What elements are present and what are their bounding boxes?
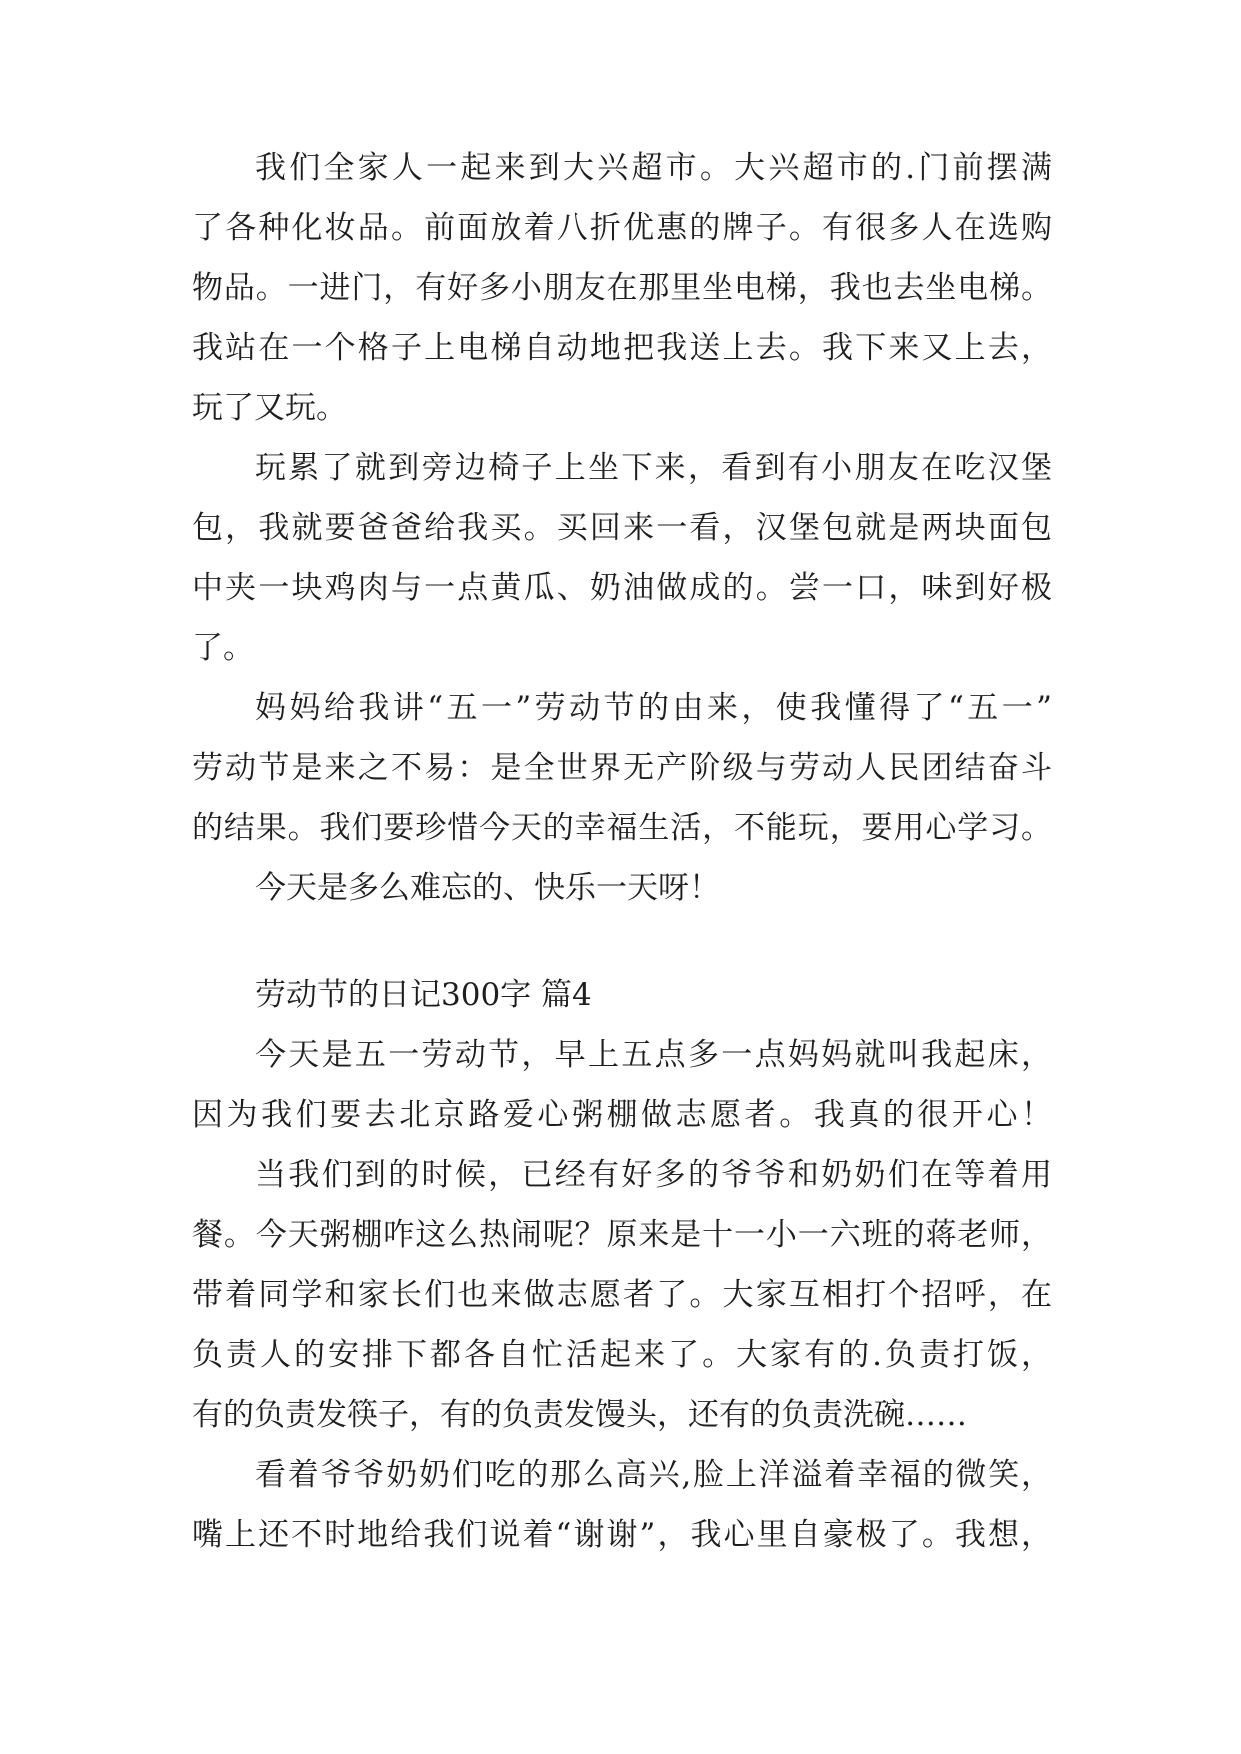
text-line: 带着同学和家长们也来做志愿者了。大家互相打个招呼，在 [192,1277,1055,1313]
text-line: 我们全家人一起来到大兴超市。大兴超市的.门前摆满 [255,150,1056,186]
text-line: 餐。今天粥棚咋这么热闹呢？原来是十一小一六班的蒋老师， [192,1217,1053,1253]
text-line: 看着爷爷奶奶们吃的那么高兴,脸上洋溢着幸福的微笑， [255,1457,1054,1493]
text-line: 玩了又玩。 [192,390,347,426]
text-line: 劳动节是来之不易：是全世界无产阶级与劳动人民团结奋斗 [192,750,1055,786]
text-line: 中夹一块鸡肉与一点黄瓜、奶油做成的。尝一口，味到好极 [192,570,1055,606]
text-line: 的结果。我们要珍惜今天的幸福生活，不能玩，要用心学习。 [192,810,1053,846]
section-heading: 劳动节的日记300字 篇4 [255,977,592,1013]
text-line: 我站在一个格子上电梯自动地把我送上去。我下来又上去， [192,330,1055,366]
text-line: 有的负责发筷子，有的负责发馒头，还有的负责洗碗…… [192,1397,967,1433]
text-line: 因为我们要去北京路爱心粥棚做志愿者。我真的很开心！ [192,1097,1056,1133]
text-line: 嘴上还不时地给我们说着“谢谢”，我心里自豪极了。我想， [192,1517,1055,1553]
text-line: 玩累了就到旁边椅子上坐下来，看到有小朋友在吃汉堡 [255,450,1055,486]
text-line: 了各种化妆品。前面放着八折优惠的牌子。有很多人在选购 [192,210,1055,246]
text-line: 负责人的安排下都各自忙活起来了。大家有的.负责打饭， [192,1337,1055,1373]
text-line: 物品。一进门，有好多小朋友在那里坐电梯，我也去坐电梯。 [192,270,1053,306]
text-line: 当我们到的时候，已经有好多的爷爷和奶奶们在等着用 [255,1157,1055,1193]
text-line: 今天是五一劳动节，早上五点多一点妈妈就叫我起床， [255,1037,1055,1073]
text-line: 包，我就要爸爸给我买。买回来一看，汉堡包就是两块面包 [192,510,1055,546]
text-line: 了。 [192,630,254,666]
text-line: 今天是多么难忘的、快乐一天呀！ [255,870,720,906]
text-line: 妈妈给我讲“五一”劳动节的由来，使我懂得了“五一” [255,690,1056,726]
